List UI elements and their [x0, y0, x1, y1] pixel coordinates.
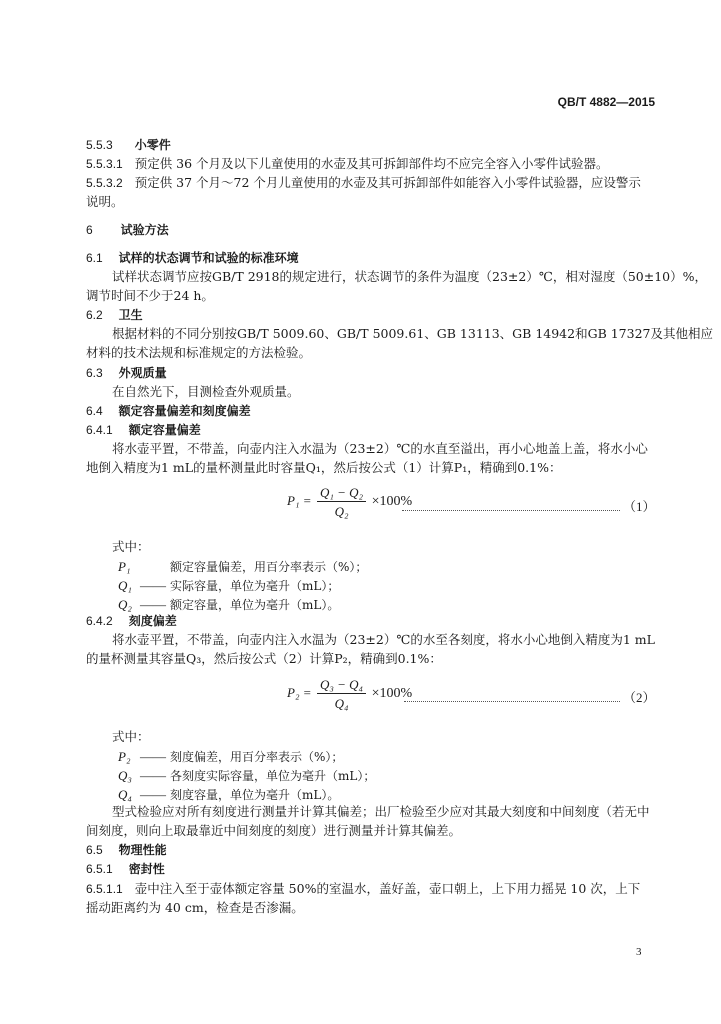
where-item: [118, 750, 343, 764]
where-symbol: Q₁: [118, 578, 132, 593]
where-symbol: Q₃: [118, 768, 132, 783]
formula-2: [287, 678, 412, 710]
where-desc: 实际容量，单位为毫升（mL）；: [170, 579, 340, 593]
where-dash: ——: [140, 578, 166, 593]
page-number: 3: [636, 946, 642, 958]
paragraph-line: 型式检验应对所有刻度进行测量并计算其偏差；出厂检验至少应对其最大刻度和中间刻度（若无中: [112, 804, 650, 819]
leader-dots: [402, 510, 620, 511]
paragraph-line: 试样状态调节应按GB/T 2918的规定进行，状态调节的条件为温度（23±2）℃，相对湿度（50±10）%，: [112, 269, 707, 284]
clause-text: 壶中注入至于壶体额定容量 50%的室温水，盖好盖，壶口朝上，上下用力摇晃 10 次，上下: [134, 881, 641, 896]
where-item: [118, 769, 375, 783]
where-dash: ——: [140, 749, 166, 764]
where-item: [118, 560, 367, 574]
where-dash: ——: [140, 597, 166, 612]
section-6-4-1: [86, 424, 201, 437]
paragraph-line: 在自然光下，目测检查外观质量。: [112, 384, 300, 399]
section-number: 6.5.1: [86, 862, 113, 876]
where-label: 式中：: [112, 729, 150, 744]
clause-number: 6.5.1.1: [86, 882, 123, 896]
section-6-4-2: [86, 615, 177, 628]
formula-denominator: Q₂: [334, 504, 349, 519]
where-symbol: Q₂: [118, 597, 132, 612]
section-title: 小零件: [134, 138, 171, 152]
clause-text-cont: 摇动距离约为 40 cm，检查是否渗漏。: [86, 900, 304, 915]
paragraph-line: 地倒入精度为1 mL的量杯测量此时容量Q₁，然后按公式（1）计算P₁，精确到0.1%：: [86, 460, 562, 475]
where-symbol: Q₄: [118, 787, 132, 802]
section-title: 密封性: [128, 862, 165, 876]
formula-fraction: [317, 486, 366, 518]
equation-number: （1）: [623, 499, 656, 514]
clause-text: 预定供 36 个月及以下儿童使用的水壶及其可拆卸部件均不应完全容入小零件试验器。: [134, 156, 609, 171]
equation-number: （2）: [623, 690, 656, 705]
formula-multiplier: ×100%: [371, 686, 413, 702]
section-title: 刻度偏差: [128, 614, 177, 628]
paragraph-line: 材料的技术法规和标准规定的方法检验。: [86, 345, 312, 360]
paragraph-line: 根据材料的不同分别按GB/T 5009.60、GB/T 5009.61、GB 13113、GB 14942和GB 17327及其他相应: [112, 326, 713, 341]
clause-number: 5.5.3.2: [86, 176, 123, 190]
section-number: 6: [86, 223, 93, 237]
where-dash: ——: [140, 768, 166, 783]
paragraph-line: 将水壶平置，不带盖，向壶内注入水温为（23±2）℃的水至各刻度，将水小心地倒入精度为1 mL: [112, 632, 655, 647]
section-title: 额定容量偏差和刻度偏差: [118, 404, 251, 418]
section-title: 卫生: [118, 308, 143, 322]
clause-6-5-1-1: [86, 883, 640, 896]
section-number: 6.5: [86, 843, 103, 857]
section-number: 6.2: [86, 308, 103, 322]
section-title: 物理性能: [118, 843, 167, 857]
section-number: 6.1: [86, 251, 103, 265]
clause-number: 5.5.3.1: [86, 157, 123, 171]
section-6-5-1: [86, 863, 165, 876]
section-title: 试样的状态调节和试验的标准环境: [118, 251, 299, 265]
where-item: [118, 788, 339, 802]
section-5-5-3: [86, 139, 171, 152]
leader-dots: [404, 701, 620, 702]
section-6-2: [86, 309, 143, 322]
paragraph-line: 间刻度，则向上取最靠近中间刻度的刻度）进行测量并计算其偏差。: [86, 823, 462, 838]
paragraph-line: 将水壶平置，不带盖，向壶内注入水温为（23±2）℃的水直至溢出，再小心地盖上盖，将水小心: [112, 441, 648, 456]
section-title: 外观质量: [118, 366, 167, 380]
where-item: [118, 579, 339, 593]
section-title: 试验方法: [120, 223, 169, 237]
section-6-3: [86, 367, 167, 380]
where-desc: 刻度容量，单位为毫升（mL）。: [170, 788, 340, 802]
paragraph-line: 调节时间不少于24 h。: [86, 288, 214, 303]
where-desc: 刻度偏差，用百分率表示（%）；: [170, 750, 344, 764]
section-title: 额定容量偏差: [128, 423, 201, 437]
where-label: 式中：: [112, 539, 150, 554]
where-item: [118, 598, 339, 612]
where-desc: 额定容量，单位为毫升（mL）。: [170, 598, 340, 612]
formula-lhs: P₁ =: [287, 493, 312, 509]
standard-code: QB/T 4882—2015: [557, 95, 655, 109]
paragraph-line: 的量杯测量其容量Q₃，然后按公式（2）计算P₂，精确到0.1%：: [86, 651, 442, 666]
section-number: 6.4.2: [86, 614, 113, 628]
where-symbol: P₂: [118, 749, 131, 764]
section-number: 6.4: [86, 404, 103, 418]
clause-5-5-3-1: [86, 158, 609, 171]
formula-denominator: Q₄: [334, 696, 349, 711]
where-dash: ——: [140, 787, 166, 802]
section-6: [86, 224, 169, 237]
clause-text: 预定供 37 个月～72 个月儿童使用的水壶及其可拆卸部件如能容入小零件试验器，应设警示: [134, 175, 641, 190]
formula-lhs: P₂ =: [287, 685, 312, 701]
formula-fraction: [317, 678, 366, 710]
where-desc: 各刻度实际容量，单位为毫升（mL）；: [170, 769, 376, 783]
where-symbol: P₁: [118, 559, 131, 574]
section-number: 5.5.3: [86, 138, 113, 152]
where-desc: 额定容量偏差，用百分率表示（%）；: [170, 560, 368, 574]
formula-1: [287, 486, 412, 518]
formula-numerator: Q₁ − Q₂: [317, 486, 366, 502]
formula-numerator: Q₃ − Q₄: [317, 678, 366, 694]
section-6-5: [86, 844, 167, 857]
section-number: 6.4.1: [86, 423, 113, 437]
clause-5-5-3-2: [86, 177, 641, 190]
formula-multiplier: ×100%: [371, 494, 413, 510]
section-6-4: [86, 405, 251, 418]
section-6-1: [86, 252, 299, 265]
clause-text-cont: 说明。: [86, 194, 124, 209]
section-number: 6.3: [86, 366, 103, 380]
